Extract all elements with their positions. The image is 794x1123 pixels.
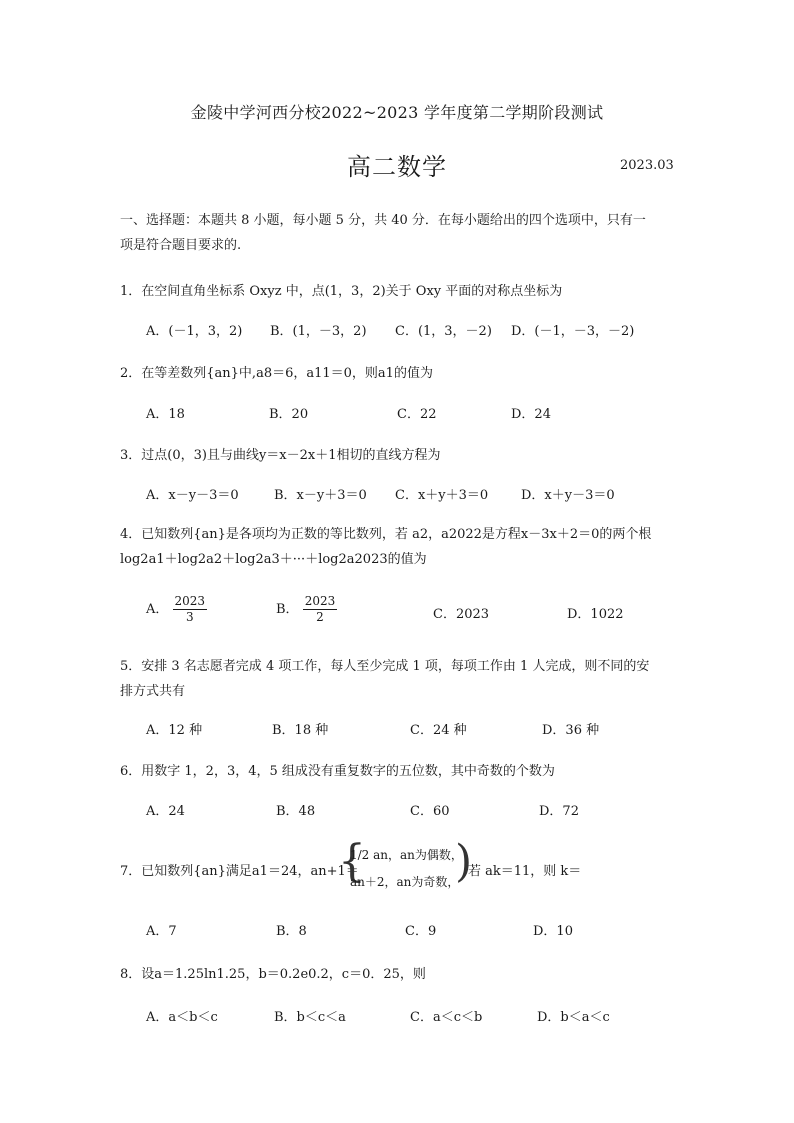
question-4-stem [120, 522, 676, 572]
question-8-stem: 8．设a＝1.25ln1.25，b＝0.2e0.2，c＝0．25，则 [120, 967, 426, 982]
question-4-stem-line2: log2a1＋log2a2＋log2a3＋···＋log2a2023的值为 [120, 552, 427, 567]
exam-date: 2023.03 [620, 158, 674, 173]
right-paren-symbol: ) [455, 836, 473, 887]
question-2-option-c: C．22 [397, 407, 437, 422]
question-3-option-b: B．x－y＋3＝0 [274, 488, 367, 503]
question-2-option-d: D．24 [511, 407, 551, 422]
question-1-option-c: C．(1，3，－2) [395, 324, 492, 339]
question-2-stem: 2．在等差数列{an}中,a8＝6，a11＝0，则a1的值为 [120, 366, 433, 381]
question-6-option-b: B．48 [276, 804, 316, 819]
question-4-option-b-fraction [303, 594, 338, 625]
question-3-option-c: C．x＋y＋3＝0 [395, 488, 489, 503]
question-3-option-a: A．x－y－3＝0 [146, 488, 239, 503]
question-4-option-d: D．1022 [567, 607, 624, 622]
section-intro [120, 208, 676, 258]
left-brace-symbol: { [338, 836, 366, 887]
question-1-option-a: A．(－1，3，2) [146, 324, 243, 339]
question-5-stem [120, 654, 676, 704]
question-6-option-a: A．24 [146, 804, 185, 819]
question-4-option-a-fraction [173, 594, 208, 625]
question-3-stem: 3．过点(0，3)且与曲线y＝x－2x＋1相切的直线方程为 [120, 448, 441, 463]
question-5-stem-line1: 5．安排 3 名志愿者完成 4 项工作，每人至少完成 1 项，每项工作由 1 人完成，则不同的安 [120, 659, 650, 674]
question-1-option-b: B．(1，－3，2) [270, 324, 367, 339]
question-2-option-b: B．20 [269, 407, 309, 422]
question-4-option-b-label: B． [276, 602, 299, 617]
question-8-option-c: C．a＜c＜b [410, 1010, 483, 1025]
question-6-stem: 6．用数字 1，2，3，4，5 组成没有重复数字的五位数，其中奇数的个数为 [120, 764, 555, 779]
section-intro-line1: 一、选择题：本题共 8 小题，每小题 5 分，共 40 分．在每小题给出的四个选项中，只有一 [120, 213, 646, 228]
question-7-option-a: A．7 [146, 924, 177, 939]
fraction-numerator: 2023 [304, 594, 336, 608]
question-5-option-c: C．24 种 [410, 723, 467, 738]
question-4-option-c: C．2023 [433, 607, 490, 622]
question-7-stem-post: 若 ak＝11，则 k＝ [468, 864, 582, 879]
question-5-option-b: B．18 种 [272, 723, 329, 738]
question-7-option-d: D．10 [533, 924, 573, 939]
exam-title: 金陵中学河西分校2022~2023 学年度第二学期阶段测试 [190, 103, 604, 122]
question-5-option-d: D．36 种 [542, 723, 600, 738]
question-6-option-c: C．60 [410, 804, 450, 819]
question-7-case-even: 1/2 an，an为偶数， [350, 848, 463, 862]
question-4-option-a-label: A． [146, 602, 169, 617]
question-8-option-a: A．a＜b＜c [146, 1010, 218, 1025]
question-8-option-d: D．b＜a＜c [537, 1010, 610, 1025]
question-7-option-b: B．8 [276, 924, 307, 939]
question-5-stem-line2: 排方式共有 [120, 684, 186, 699]
question-2-option-a: A．18 [146, 407, 185, 422]
question-6-option-d: D．72 [539, 804, 579, 819]
question-8-option-b: B．b＜c＜a [274, 1010, 346, 1025]
fraction-numerator: 2023 [174, 594, 206, 608]
question-3-option-d: D．x＋y－3＝0 [521, 488, 615, 503]
question-4-option-b [276, 594, 337, 625]
question-1-option-d: D．(－1，－3，－2) [511, 324, 635, 339]
subject-title: 高二数学 [347, 153, 447, 181]
question-7-case-odd: an＋2，an为奇数， [350, 875, 460, 889]
question-4-option-a [146, 594, 207, 625]
fraction-denominator: 3 [185, 610, 194, 624]
question-7-stem-pre: 7．已知数列{an}满足a1＝24，an+1＝ [120, 864, 359, 879]
fraction-denominator: 2 [316, 610, 324, 624]
question-1-stem: 1．在空间直角坐标系 Oxyz 中，点(1，3，2)关于 Oxy 平面的对称点坐标为 [120, 284, 563, 299]
question-7-option-c: C．9 [405, 924, 437, 939]
section-intro-line2: 项是符合题目要求的. [120, 238, 242, 253]
question-5-option-a: A．12 种 [146, 723, 203, 738]
question-4-stem-line1: 4．已知数列{an}是各项均为正数的等比数列，若 a2，a2022是方程x－3x＋2＝0的两个根 [120, 527, 652, 542]
